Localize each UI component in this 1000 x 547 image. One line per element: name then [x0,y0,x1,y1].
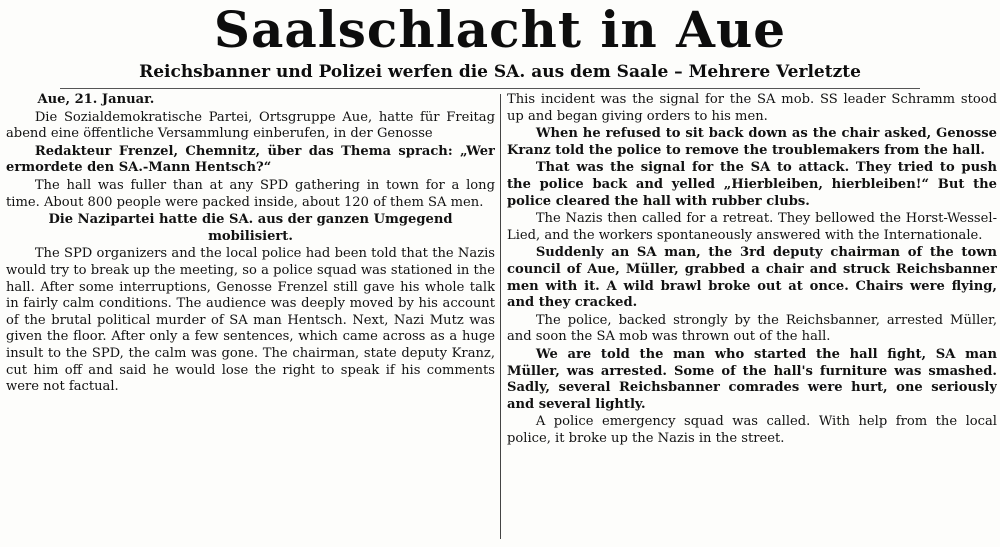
right-paragraph-7: We are told the man who started the hall fight, SA man Müller, was arrested. Some of the hall's furniture was smashed. Sadly, several Reichsbanner comrades were hurt, one seriously and several lightly. [507,346,997,412]
headline: Saalschlacht in Aue [213,0,787,59]
right-paragraph-4: The Nazis then called for a retreat. They bellowed the Horst-Wessel-Lied, and the workers spontaneously answered with the Internationale. [507,211,997,243]
subheadline: Reichsbanner und Polizei werfen die SA. aus dem Saale – Mehrere Verletzte [139,62,861,82]
right-paragraph-1: This incident was the signal for the SA mob. SS leader Schramm stood up and began giving orders to his men. [507,92,997,124]
right-paragraph-2: When he refused to sit back down as the chair asked, Genosse Kranz told the police to remove the troublemakers from the hall. [507,126,997,158]
right-paragraph-5: Suddenly an SA man, the 3rd deputy chairman of the town council of Aue, Müller, grabbed a chair and struck Reichsbanner men with it. A wild brawl broke out at once. Chairs were flying, and they cracked. [507,245,997,311]
left-paragraph-4: Die Nazipartei hatte die SA. aus der ganzen Umgegend mobilisiert. [48,212,453,244]
left-paragraph-1: Die Sozialdemokratische Partei, Ortsgruppe Aue, hatte für Freitag abend eine öffentliche Versammlung einberufen, in der Genosse [6,109,495,142]
right-column [507,92,997,547]
headline-rule [60,88,920,89]
right-paragraph-3: That was the signal for the SA to attack. They tried to push the police back and yelled „Hierbleiben, hierbleiben!“ But the police cleared the hall with rubber clubs. [507,160,997,209]
left-column [6,92,495,547]
right-paragraph-8: A police emergency squad was called. With help from the local police, it broke up the Nazis in the street. [507,414,997,446]
dateline-text: Aue, 21. Januar. [37,92,155,107]
dateline [6,92,495,109]
right-paragraph-6: The police, backed strongly by the Reichsbanner, arrested Müller, and soon the SA mob was thrown out of the hall. [507,312,997,345]
left-paragraph-5: The SPD organizers and the local police had been told that the Nazis would try to break up the meeting, so a police squad was stationed in the hall. After some interruptions, Genosse Frenzel still gave his whole talk in fairly calm conditions. The audience was deeply moved by his account of the brutal political murder of SA man Hentsch. Next, Nazi Mutz was given the floor. After only a few sentences, which came across as a huge insult to the SPD, the calm was gone. The chairman, state deputy Kranz, cut him off and said he would lose the right to speak if his comments were not factual. [6,246,495,395]
column-divider [500,94,501,539]
left-paragraph-3: The hall was fuller than at any SPD gathering in town for a long time. About 800 people were packed inside, about 120 of them SA men. [6,177,495,210]
left-paragraph-2: Redakteur Frenzel, Chemnitz, über das Thema sprach: „Wer ermordete den SA.-Mann Hentsch?“ [6,143,495,176]
